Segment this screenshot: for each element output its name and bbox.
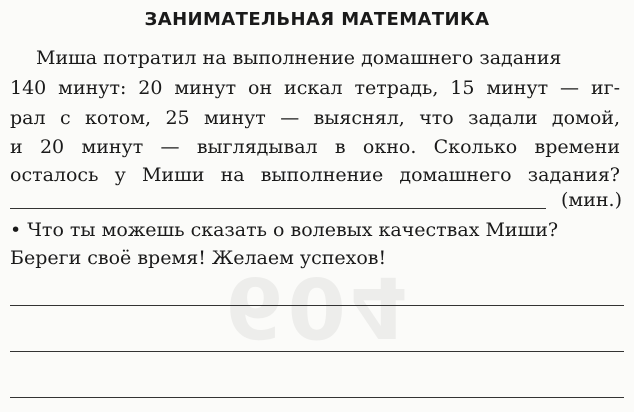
answer-row[interactable] [10,186,622,214]
writing-line-2[interactable] [10,351,624,352]
writing-line-1[interactable] [10,305,624,306]
question-line-1: • Что ты можешь сказать о волевых качествах Миши? [10,219,559,241]
question-line-2: Береги своё время! Желаем успехов! [10,247,387,269]
problem-line-1: Миша потратил на выполнение домашнего задания [36,47,562,69]
page-title: ЗАНИМАТЕЛЬНАЯ МАТЕМАТИКА [144,9,490,30]
problem-line-4: и 20 минут — выглядывал в окно. Сколько времени [10,136,620,158]
answer-unit-label: (мин.) [561,189,622,211]
watermark-page-number: 604 [225,258,413,356]
problem-line-5: осталось у Миши на выполнение домашнего задания? [10,164,620,186]
answer-blank-line[interactable] [10,208,546,209]
problem-line-2: 140 минут: 20 минут он искал тетрадь, 15 минут — иг- [10,77,620,99]
writing-line-3[interactable] [10,397,624,398]
problem-line-3: рал с котом, 25 минут — выяснял, что задали домой, [10,107,620,129]
